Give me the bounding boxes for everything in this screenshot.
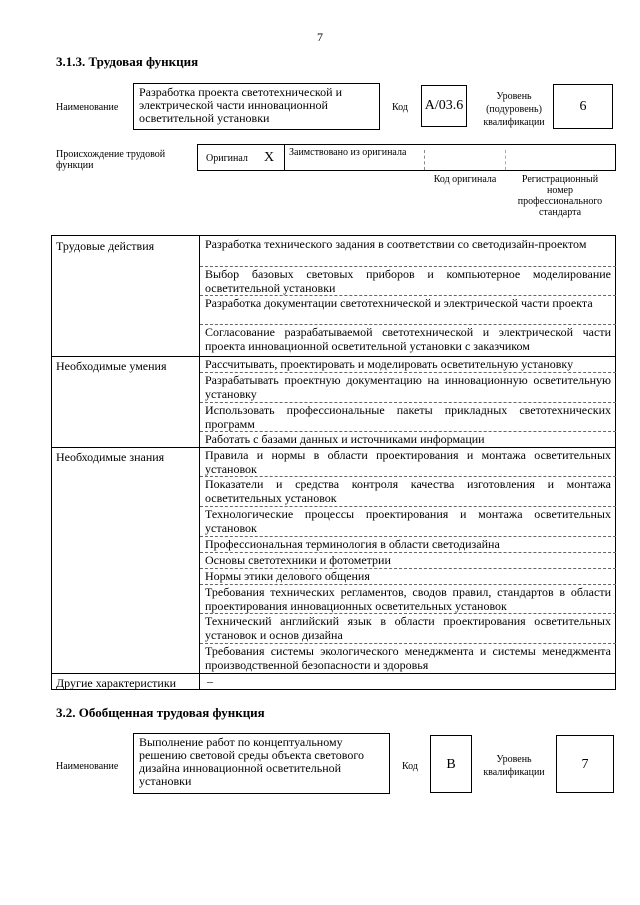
table-cell: Технологические процессы проектирования и монтажа осветительных установок bbox=[205, 507, 611, 535]
code-value-box bbox=[421, 85, 467, 127]
origin-label: Происхождение трудовой функции bbox=[56, 149, 166, 171]
level-value-box-32 bbox=[556, 735, 614, 793]
code-label: Код bbox=[392, 102, 408, 113]
table-cell: Требования системы экологического менеджмента и системы менеджмента производственной безопасности и здоровья bbox=[205, 644, 611, 672]
level-value: 6 bbox=[579, 99, 587, 114]
code-value: A/03.6 bbox=[424, 98, 464, 113]
table-cell: Разработка технического задания в соответствии со светодизайн-проектом bbox=[205, 237, 587, 251]
page-number: 7 bbox=[317, 30, 323, 44]
table-cell: Разработка документации светотехнической и электрической части проекта bbox=[205, 296, 593, 310]
origin-divider-1 bbox=[284, 144, 285, 171]
code-value-box-32 bbox=[430, 735, 472, 793]
group-separator bbox=[51, 673, 616, 674]
name-label: Наименование bbox=[56, 102, 119, 113]
table-column-divider bbox=[199, 235, 200, 690]
table-cell: Рассчитывать, проектировать и моделировать осветительную установку bbox=[205, 357, 574, 371]
original-mark: X bbox=[264, 150, 275, 165]
code-label-32: Код bbox=[402, 761, 418, 772]
group-label-other: Другие характеристики bbox=[56, 676, 177, 690]
table-cell: Разрабатывать проектную документацию на инновационную осветительную установку bbox=[205, 373, 611, 401]
section-heading-32: 3.2. Обобщенная трудовая функция bbox=[56, 705, 265, 720]
level-value-32: 7 bbox=[581, 757, 589, 772]
table-cell: Показатели и средства контроля качества изготовления и монтажа осветительных установок bbox=[205, 477, 611, 505]
table-cell: Использовать профессиональные пакеты прикладных светотехнических программ bbox=[205, 403, 611, 431]
table-cell: Нормы этики делового общения bbox=[205, 569, 370, 583]
level-label: Уровень (подуровень) квалификации bbox=[483, 91, 545, 128]
name-value: Разработка проекта светотехнической и электрической части инновационной осветительной установки bbox=[139, 85, 342, 125]
origin-divider-3 bbox=[505, 150, 506, 170]
table-cell: Основы светотехники и фотометрии bbox=[205, 553, 391, 567]
original-label: Оригинал bbox=[206, 153, 248, 164]
level-label-32: Уровень квалификации bbox=[483, 754, 545, 778]
table-cell: Технический английский язык в области проектирования осветительных установок и основ дизайна bbox=[205, 614, 611, 642]
table-cell: Правила и нормы в области проектирования и монтажа осветительных установок bbox=[205, 448, 611, 476]
table-cell: Выбор базовых световых приборов и компьютерное моделирование осветительной установки bbox=[205, 267, 611, 295]
level-value-box bbox=[553, 84, 613, 129]
table-cell: Профессиональная терминология в области светодизайна bbox=[205, 537, 500, 551]
borrowed-label: Заимствовано из оригинала bbox=[289, 147, 407, 158]
reg-caption: Регистрационный номер профессионального стандарта bbox=[517, 174, 603, 218]
table-cell: Согласование разрабатываемой светотехнической и электрической части проекта инновационной осветительной установки с заказчиком bbox=[205, 325, 611, 353]
name-label-32: Наименование bbox=[56, 761, 119, 772]
table-cell: Работать с базами данных и источниками информации bbox=[205, 432, 485, 446]
code-orig-caption: Код оригинала bbox=[433, 174, 497, 185]
table-cell: – bbox=[207, 674, 213, 688]
group-label-knowledge: Необходимые знания bbox=[56, 450, 165, 464]
code-value-32: B bbox=[446, 757, 456, 772]
origin-divider-2 bbox=[424, 150, 425, 170]
name-value-32: Выполнение работ по концептуальному решению световой среды объекта светового дизайна инновационной осветительной установки bbox=[139, 735, 364, 788]
section-heading-313: 3.1.3. Трудовая функция bbox=[56, 54, 199, 69]
group-label-actions: Трудовые действия bbox=[56, 239, 155, 253]
name-value-box-32 bbox=[133, 733, 390, 794]
group-label-skills: Необходимые умения bbox=[56, 359, 167, 373]
table-cell: Требования технических регламентов, сводов правил, стандартов в области проектирования инновационных осветительных установок bbox=[205, 585, 611, 613]
name-value-box bbox=[133, 83, 380, 130]
